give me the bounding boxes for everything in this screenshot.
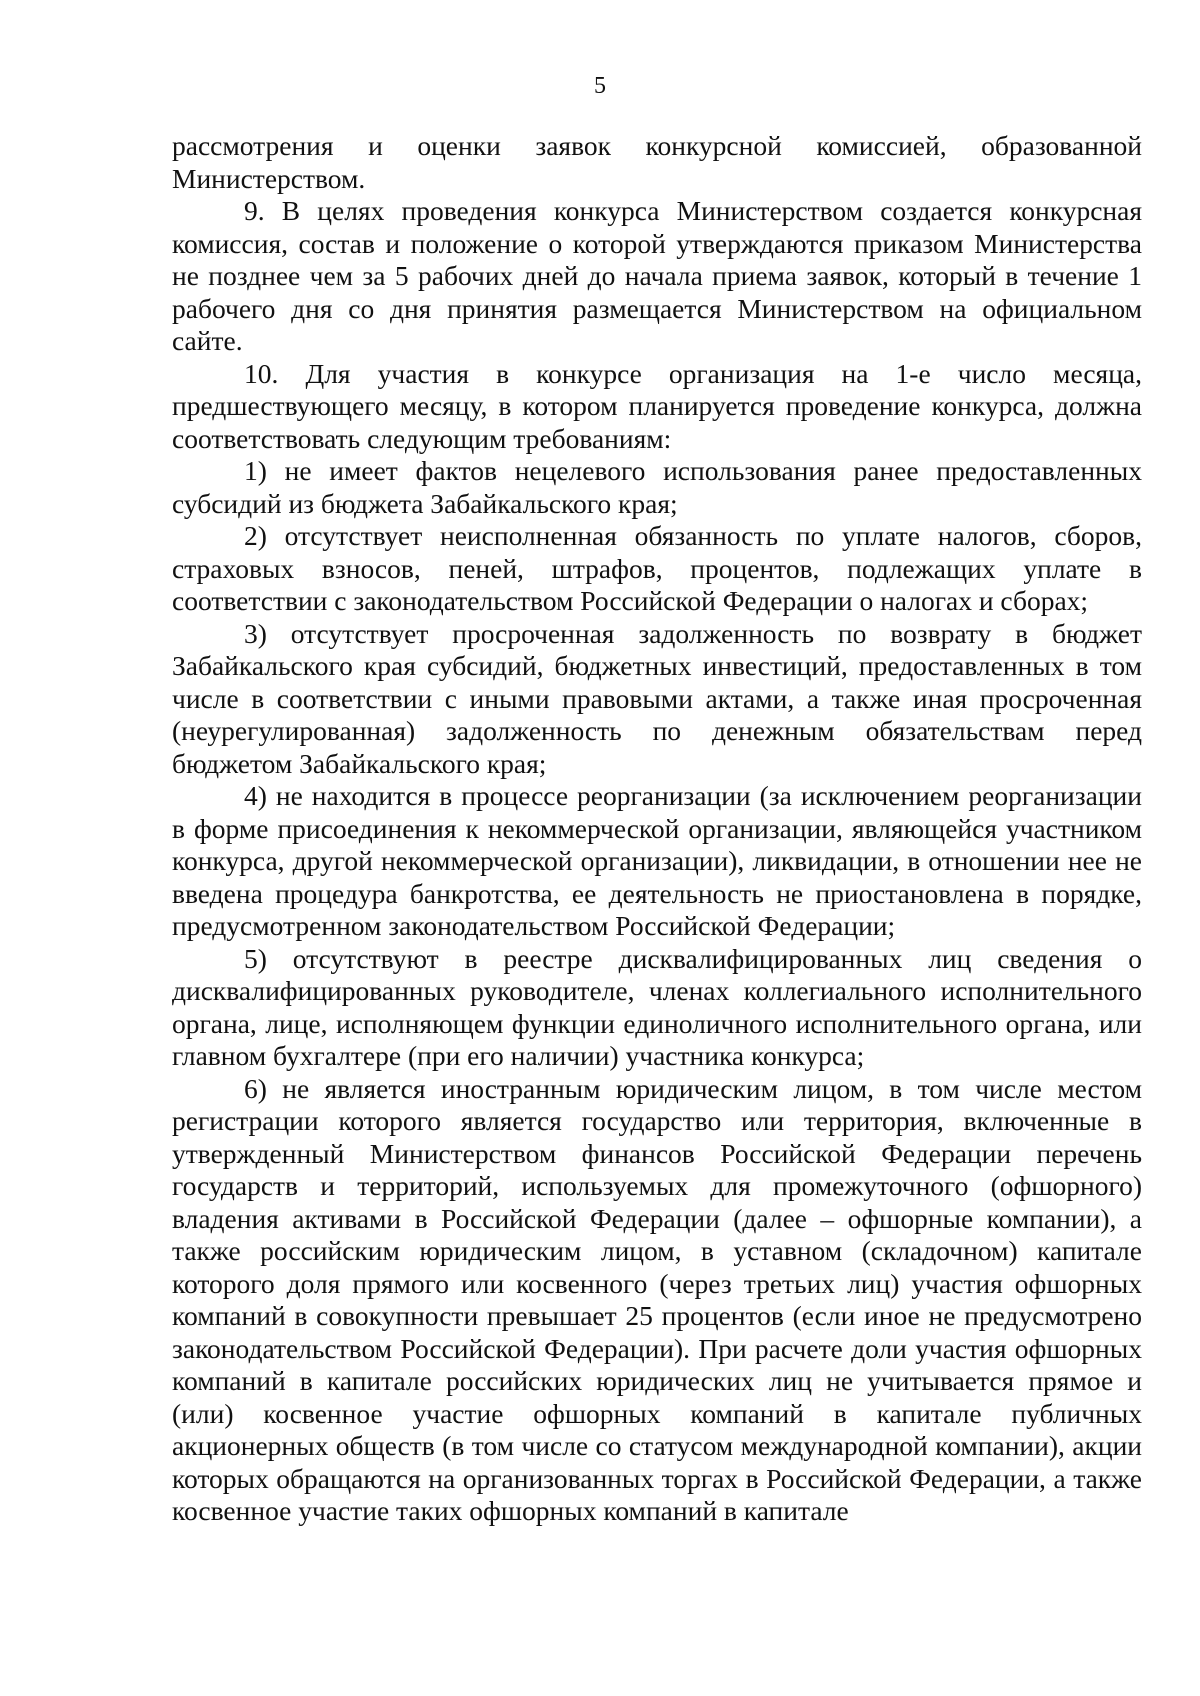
paragraph-item-9: 9. В целях проведения конкурса Министерством создается конкурсная комиссия, состав и положение о которой утверждаются приказом Министерства не позднее чем за 5 рабочих дней до начала приема заявок, который в течение 1 рабочего дня со дня принятия размещается Министерством на официальном сайте. (172, 195, 1142, 356)
paragraph-item-10: 10. Для участия в конкурсе организация на 1-е число месяца, предшествующего месяцу, в котором планируется проведение конкурса, должна соответствовать следующим требованиям: (172, 357, 1142, 454)
document-body (172, 130, 1142, 1528)
page-number: 5 (594, 73, 606, 99)
subitem-5: 5) отсутствуют в реестре дисквалифицированных лиц сведения о дисквалифицированных руководителе, членах коллегиального исполнительного органа, лице, исполняющем функции единоличного исполнительного органа, или главном бухгалтере (при его наличии) участника конкурса; (172, 942, 1142, 1071)
paragraph-continuation: рассмотрения и оценки заявок конкурсной комиссией, образованной Министерством. (172, 130, 1142, 194)
subitem-6: 6) не является иностранным юридическим лицом, в том числе местом регистрации которого является государство или территория, включенные в утвержденный Министерством финансов Российской Федерации перечень государств и территорий, используемых для промежуточного (офшорного) владения активами в Российской Федерации (далее – офшорные компании), а также российским юридическим лицом, в уставном (складочном) капитале которого доля прямого или косвенного (через третьих лиц) участия офшорных компаний в совокупности превышает 25 процентов (если иное не предусмотрено законодательством Российской Федерации). При расчете доли участия офшорных компаний в капитале российских юридических лиц не учитывается прямое и (или) косвенное участие офшорных компаний в капитале публичных акционерных обществ (в том числе со статусом международной компании), акции которых обращаются на организованных торгах в Российской Федерации, а также косвенное участие таких офшорных компаний в капитале (172, 1072, 1142, 1526)
subitem-2: 2) отсутствует неисполненная обязанность по уплате налогов, сборов, страховых взносов, пеней, штрафов, процентов, подлежащих уплате в соответствии с законодательством Российской Федерации о налогах и сборах; (172, 520, 1142, 616)
subitem-1: 1) не имеет фактов нецелевого использования ранее предоставленных субсидий из бюджета Забайкальского края; (172, 455, 1142, 519)
subitem-3: 3) отсутствует просроченная задолженность по возврату в бюджет Забайкальского края субсидий, бюджетных инвестиций, предоставленных в том числе в соответствии с иными правовыми актами, а также иная просроченная (неурегулированная) задолженность по денежным обязательствам перед бюджетом Забайкальского края; (172, 617, 1142, 779)
subitem-4: 4) не находится в процессе реорганизации (за исключением реорганизации в форме присоединения к некоммерческой организации, являющейся участником конкурса, другой некоммерческой организации), ликвидации, в отношении нее не введена процедура банкротства, ее деятельность не приостановлена в порядке, предусмотренном законодательством Российской Федерации; (172, 780, 1142, 941)
